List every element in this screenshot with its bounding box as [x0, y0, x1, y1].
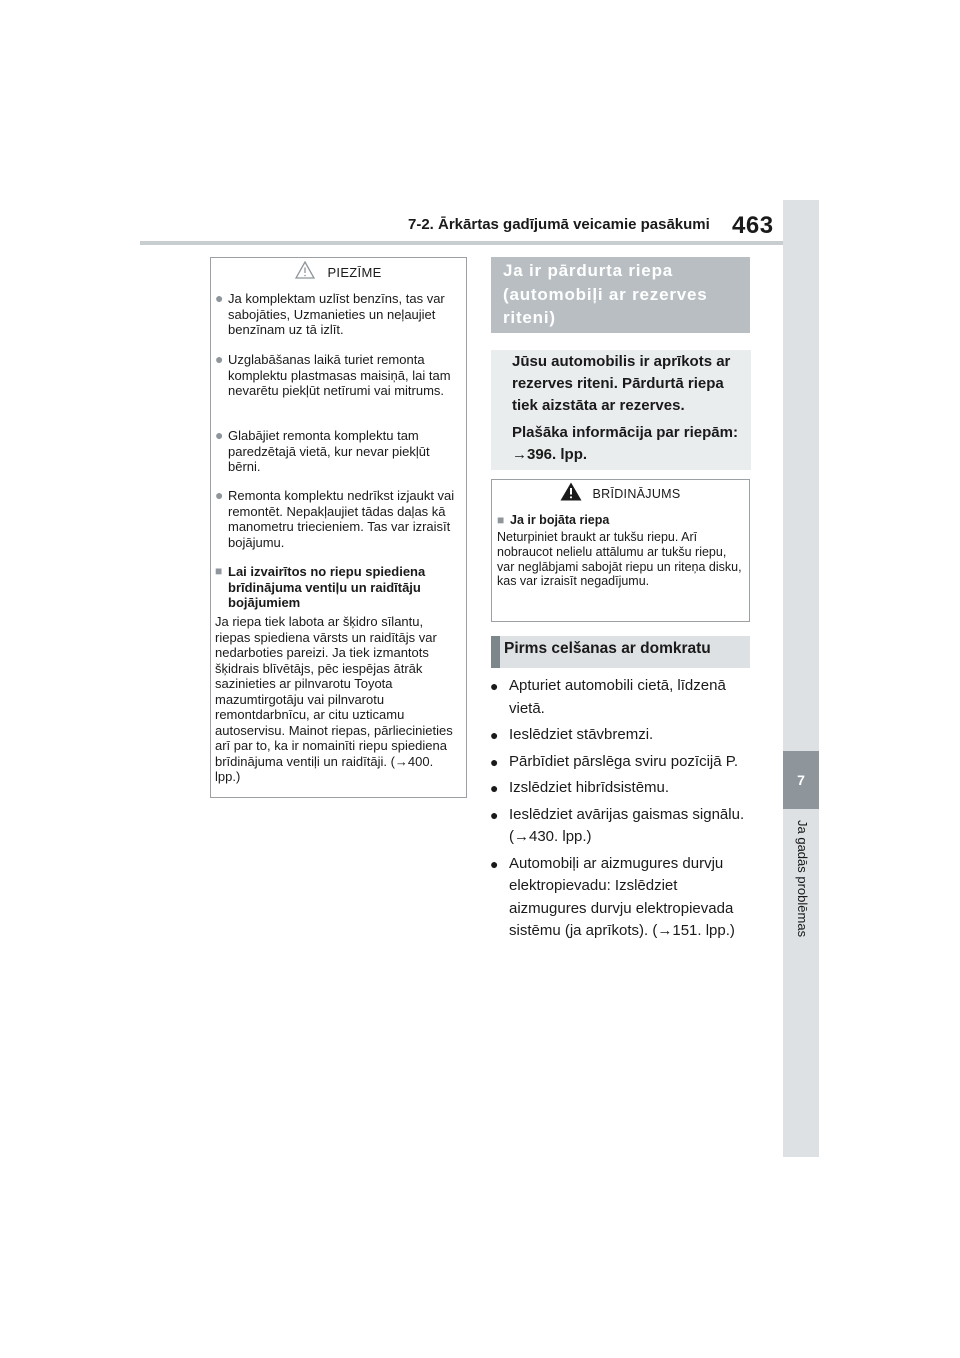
- warning-header: [492, 480, 749, 508]
- note-bullet-text: Glabājiet remonta komplektu tam paredzētajā vietā, kur nevar piekļūt bērni.: [228, 428, 430, 474]
- warning-icon: [560, 482, 582, 506]
- note-heading: PIEZĪME: [327, 264, 382, 280]
- bullet-dot-icon: ●: [490, 678, 499, 694]
- note-subheading: Lai izvairītos no riepu spiediena brīdinājuma ventiļu un raidītāju bojājumiem: [228, 564, 426, 610]
- square-bullet-icon: ■: [215, 564, 223, 578]
- step-text: Ieslēdziet avārijas gaismas signālu. (→430. lpp.): [509, 805, 745, 845]
- page-number: 463: [732, 212, 774, 239]
- section-title: 7-2. Ārkārtas gadījumā veicamie pasākumi: [408, 216, 710, 233]
- warning-subheading: Ja ir bojāta riepa: [510, 513, 610, 527]
- bullet-dot-icon: ●: [490, 780, 499, 796]
- side-tab-strip: [783, 200, 819, 1157]
- list-item: [490, 675, 755, 720]
- header-rule: [140, 241, 783, 245]
- note-bullet-text: Ja komplektam uzlīst benzīns, tas var sabojāties, Uzmanieties un neļaujiet benzīnam uz tā izlīt.: [228, 291, 445, 337]
- bullet-dot-icon: ●: [490, 855, 499, 872]
- list-item: [490, 853, 755, 943]
- bullet-dot-icon: ●: [490, 753, 499, 770]
- bullet-dot-icon: ●: [490, 806, 499, 823]
- section-header-accent-bar: [491, 636, 500, 668]
- list-item: [490, 751, 755, 774]
- note-header: [211, 258, 466, 286]
- note-bullet-4: [215, 488, 460, 550]
- bullet-dot-icon: ●: [490, 727, 499, 743]
- list-item: [490, 724, 755, 747]
- bullet-dot-icon: ●: [215, 290, 224, 306]
- note-bullet-3: [215, 428, 460, 475]
- bullet-dot-icon: ●: [215, 427, 224, 443]
- warning-heading: BRĪDINĀJUMS: [592, 487, 681, 501]
- section-title-jacking: Pirms celšanas ar domkratu: [504, 640, 711, 657]
- section-title-flat-tire: Ja ir pārdurta riepa (automobiļi ar rezerves riteni): [503, 261, 708, 327]
- note-bullet-text: Uzglabāšanas laikā turiet remonta komplektu plastmasas maisiņā, lai tam nevarētu piekļūt netīrumi vai mitrums.: [228, 352, 451, 398]
- warning-content: [497, 513, 743, 589]
- list-item: [490, 804, 755, 849]
- list-item: [490, 777, 755, 800]
- bullet-dot-icon: ●: [215, 351, 224, 367]
- steps-list: [490, 675, 755, 947]
- step-text: Izslēdziet hibrīdsistēmu.: [509, 779, 670, 796]
- caution-icon: [295, 261, 315, 284]
- info-line-2: Plašāka informācija par riepām: →396. lpp.: [512, 424, 738, 463]
- step-text: Ieslēdziet stāvbremzi.: [509, 726, 654, 743]
- note-bullet-2: [215, 352, 460, 399]
- chapter-label: [795, 820, 810, 866]
- square-bullet-icon: ■: [497, 513, 505, 527]
- note-bullet-1: [215, 291, 460, 338]
- step-text: Pārbīdiet pārslēga sviru pozīcijā P.: [509, 752, 739, 770]
- note-bullet-text: Remonta komplektu nedrīkst izjaukt vai remontēt. Nepakļaujiet tādas daļas kā manometru triecieniem. Tas var izraisīt bojājumu.: [228, 488, 455, 550]
- step-text: Apturiet automobili cietā, līdzenā vietā.: [509, 677, 726, 717]
- chapter-tab[interactable]: 7: [783, 751, 819, 809]
- note-paragraph: Ja riepa tiek labota ar šķidro sīlantu, riepas spiediena vārsts un raidītājs var nedarboties pareizi. Ja tiek izmantots šķidrais blīvētājs, pēc iespējas ātrāk sazinieties ar pilnvarotu Toyota mazumtirgotāju vai pilnvarotu remontdarbnīcu, ar citu uzticamu autoservisu. Mainot riepas, pārliecinieties arī par to, ka ir nomainīti riepu spiediena brīdinājuma ventiļi un raidītāji. (→400. lpp.): [215, 614, 453, 784]
- step-text: Automobiļi ar aizmugures durvju elektropievadu: Izslēdziet aizmugures durvju elektropievada sistēmu (ja aprīkots). (→151. lpp.): [509, 854, 735, 939]
- warning-text: Neturpiniet braukt ar tukšu riepu. Arī nobraucot nelielu attālumu ar tukšu riepu, var neglābjami sabojāt riepu un riteņa disku, kas var izraisīt negadījumu.: [497, 530, 742, 589]
- bullet-dot-icon: ●: [215, 487, 224, 503]
- note-subsection: [215, 564, 460, 611]
- info-text: [512, 351, 744, 466]
- info-line-1: Jūsu automobilis ir aprīkots ar rezerves riteni. Pārdurtā riepa tiek aizstāta ar rezerves.: [512, 353, 731, 414]
